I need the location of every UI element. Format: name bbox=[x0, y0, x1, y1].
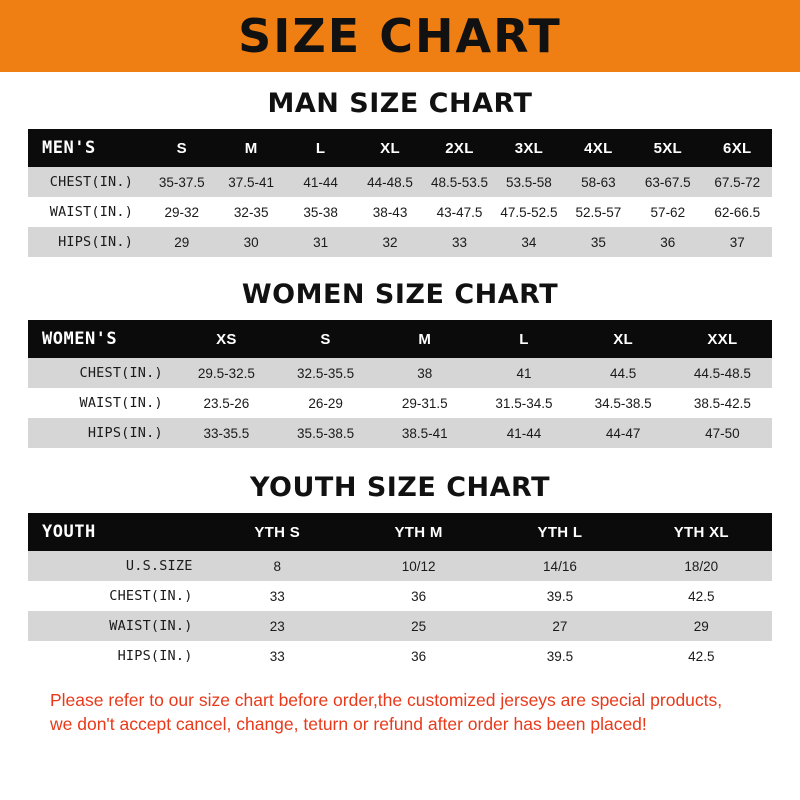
row-label: U.S.SIZE bbox=[125, 558, 193, 574]
footer-line-2: we don't accept cancel, change, teturn or refund after order has been placed! bbox=[50, 713, 647, 734]
cell: 41-44 bbox=[506, 425, 542, 441]
cell: 58-63 bbox=[581, 174, 616, 190]
cell: 39.5 bbox=[546, 648, 574, 664]
cell: 14/16 bbox=[543, 558, 577, 574]
cell: 33 bbox=[269, 648, 285, 664]
cell: 34.5-38.5 bbox=[594, 395, 652, 411]
row-label: HIPS(IN.) bbox=[58, 234, 134, 250]
men-header-4xl: 4XL bbox=[584, 139, 613, 157]
cell: 35 bbox=[590, 234, 606, 250]
cell: 30 bbox=[243, 234, 259, 250]
cell: 67.5-72 bbox=[714, 174, 761, 190]
women-header-xs: XS bbox=[216, 330, 237, 348]
cell: 33 bbox=[269, 588, 285, 604]
cell: 63-67.5 bbox=[644, 174, 691, 190]
section-title-youth: YOUTH SIZE CHART bbox=[249, 472, 551, 503]
cell: 42.5 bbox=[688, 588, 715, 604]
row-label: CHEST(IN.) bbox=[49, 174, 134, 190]
footer-line-1: Please refer to our size chart before order,the customized jerseys are special products, bbox=[50, 690, 723, 710]
cell: 47.5-52.5 bbox=[500, 204, 558, 220]
cell: 33-35.5 bbox=[203, 425, 250, 441]
table-row bbox=[28, 581, 772, 611]
cell: 10/12 bbox=[401, 558, 436, 574]
row-label: HIPS(IN.) bbox=[117, 648, 193, 664]
cell: 44-48.5 bbox=[367, 174, 413, 190]
table-header-row bbox=[28, 129, 772, 167]
women-header-xxl: XXL bbox=[707, 330, 738, 348]
men-header-s: S bbox=[176, 139, 187, 157]
men-header-m: M bbox=[244, 139, 258, 157]
table-row bbox=[28, 388, 772, 418]
men-header-5xl: 5XL bbox=[653, 139, 683, 157]
table-row bbox=[28, 418, 772, 448]
table-row bbox=[28, 358, 772, 388]
chart-content bbox=[0, 88, 800, 736]
cell: 42.5 bbox=[688, 648, 715, 664]
cell: 41-44 bbox=[303, 174, 338, 190]
cell: 25 bbox=[411, 618, 427, 634]
cell: 35-37.5 bbox=[158, 174, 205, 190]
row-label: WAIST(IN.) bbox=[49, 204, 134, 220]
table-row bbox=[28, 167, 772, 197]
cell: 41 bbox=[516, 365, 532, 381]
women-header-xl: XL bbox=[613, 330, 634, 348]
youth-header-xl: YTH XL bbox=[673, 523, 729, 541]
men-header-label: MEN'S bbox=[42, 138, 96, 158]
cell: 23.5-26 bbox=[203, 395, 250, 411]
section-title-women: WOMEN SIZE CHART bbox=[241, 279, 559, 310]
cell: 8 bbox=[273, 558, 281, 574]
page-banner bbox=[0, 0, 800, 72]
cell: 31.5-34.5 bbox=[495, 395, 553, 411]
youth-size-table bbox=[28, 513, 772, 671]
cell: 29-32 bbox=[164, 204, 200, 220]
men-header-2xl: 2XL bbox=[445, 139, 474, 157]
table-row bbox=[28, 641, 772, 671]
row-label: WAIST(IN.) bbox=[109, 618, 193, 634]
cell: 38.5-41 bbox=[401, 425, 448, 441]
cell: 43-47.5 bbox=[436, 204, 483, 220]
cell: 32-35 bbox=[233, 204, 269, 220]
cell: 38 bbox=[417, 365, 433, 381]
cell: 34 bbox=[521, 234, 537, 250]
cell: 38.5-42.5 bbox=[693, 395, 751, 411]
table-header-row bbox=[28, 320, 772, 358]
cell: 35-38 bbox=[303, 204, 338, 220]
row-label: CHEST(IN.) bbox=[109, 588, 193, 604]
row-label: WAIST(IN.) bbox=[79, 395, 163, 411]
cell: 31 bbox=[313, 234, 329, 250]
cell: 18/20 bbox=[684, 558, 719, 574]
women-size-table bbox=[28, 320, 772, 448]
cell: 36 bbox=[660, 234, 676, 250]
youth-header-label: YOUTH bbox=[42, 522, 96, 542]
cell: 52.5-57 bbox=[575, 204, 622, 220]
page-title: SIZE CHART bbox=[238, 9, 562, 63]
cell: 29 bbox=[174, 234, 190, 250]
cell: 48.5-53.5 bbox=[430, 174, 489, 190]
cell: 53.5-58 bbox=[506, 174, 552, 190]
row-label: CHEST(IN.) bbox=[79, 365, 163, 381]
footer-note bbox=[28, 689, 772, 736]
women-header-l: L bbox=[519, 330, 529, 348]
cell: 44.5-48.5 bbox=[693, 365, 751, 381]
men-header-l: L bbox=[315, 139, 326, 157]
youth-header-s: YTH S bbox=[254, 523, 301, 541]
cell: 29.5-32.5 bbox=[197, 365, 255, 381]
cell: 37 bbox=[729, 234, 745, 250]
cell: 26-29 bbox=[308, 395, 343, 411]
cell: 29-31.5 bbox=[401, 395, 448, 411]
youth-header-l: YTH L bbox=[537, 523, 583, 541]
cell: 39.5 bbox=[546, 588, 574, 604]
cell: 62-66.5 bbox=[714, 204, 761, 220]
cell: 57-62 bbox=[650, 204, 686, 220]
men-size-table bbox=[28, 129, 772, 257]
cell: 27 bbox=[552, 618, 568, 634]
women-header-m: M bbox=[418, 330, 432, 348]
table-header-row bbox=[28, 513, 772, 551]
men-header-6xl: 6XL bbox=[723, 139, 752, 157]
section-title-men: MAN SIZE CHART bbox=[267, 88, 533, 119]
cell: 47-50 bbox=[705, 425, 740, 441]
cell: 37.5-41 bbox=[228, 174, 275, 190]
cell: 32 bbox=[382, 234, 398, 250]
cell: 23 bbox=[269, 618, 285, 634]
youth-header-m: YTH M bbox=[394, 523, 443, 541]
men-header-3xl: 3XL bbox=[514, 139, 544, 157]
cell: 32.5-35.5 bbox=[297, 365, 355, 381]
men-header-xl: XL bbox=[380, 139, 400, 157]
cell: 29 bbox=[693, 618, 709, 634]
cell: 36 bbox=[411, 588, 427, 604]
cell: 36 bbox=[411, 648, 427, 664]
table-row bbox=[28, 611, 772, 641]
cell: 44-47 bbox=[605, 425, 641, 441]
cell: 33 bbox=[451, 234, 468, 250]
cell: 38-43 bbox=[372, 204, 408, 220]
table-row bbox=[28, 551, 772, 581]
women-header-label: WOMEN'S bbox=[42, 329, 118, 349]
table-row bbox=[28, 227, 772, 257]
women-header-s: S bbox=[320, 330, 331, 348]
table-row bbox=[28, 197, 772, 227]
cell: 35.5-38.5 bbox=[297, 425, 355, 441]
cell: 44.5 bbox=[610, 365, 637, 381]
row-label: HIPS(IN.) bbox=[87, 425, 163, 441]
